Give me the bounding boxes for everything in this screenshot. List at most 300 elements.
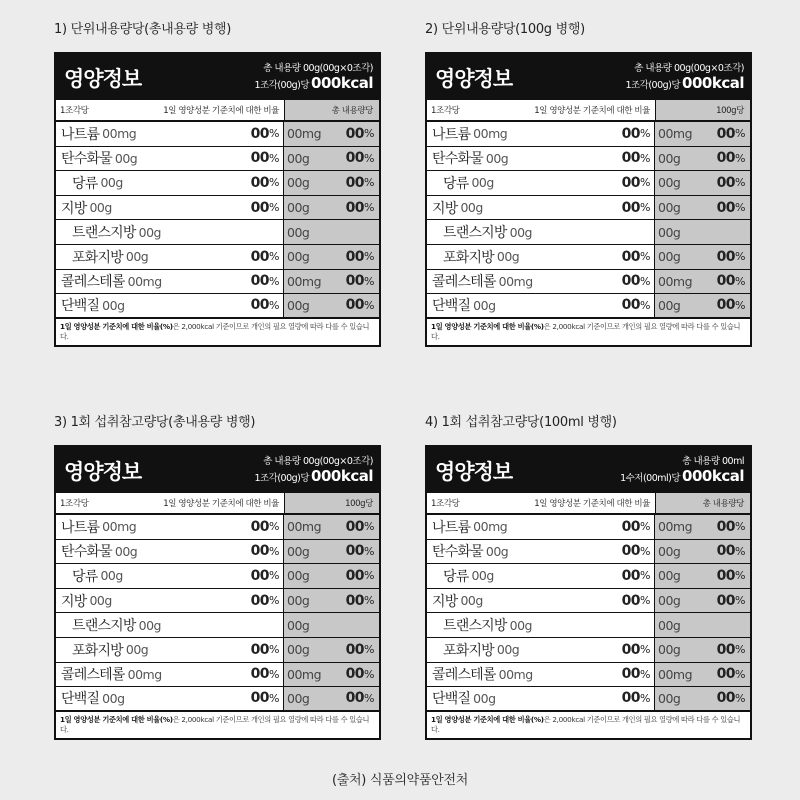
nutrient-name: 탄수화물: [61, 151, 112, 168]
nutrient-name: 단백질: [432, 298, 471, 315]
nutrient-amount: 00g: [100, 568, 123, 584]
nutrient-amount: 00g: [100, 175, 123, 191]
nutrient-row: [427, 687, 750, 712]
label-title: 영양정보: [64, 460, 142, 484]
percent-unit: %: [269, 667, 279, 681]
daily-value-header: 1일 영양성분 기준치에 대한 비율: [163, 106, 279, 116]
reference-amount: 00g: [287, 642, 310, 658]
percent-unit: %: [269, 201, 279, 215]
reference-basis-header: 100g당: [284, 493, 379, 513]
label-subheader: [427, 100, 750, 122]
label-subheader: [427, 493, 750, 515]
nutrient-amount: 00g: [460, 593, 483, 609]
percent-unit: %: [269, 274, 279, 288]
nutrient-row: [56, 515, 379, 540]
label-footnote: [56, 712, 379, 738]
daily-value-percent: 00: [250, 273, 270, 290]
nutrient-name: 당류: [443, 568, 469, 585]
reference-percent: 00: [345, 150, 365, 167]
nutrient-row: [427, 589, 750, 614]
nutrient-row: [427, 220, 750, 245]
nutrient-row: [427, 638, 750, 663]
nutrient-name: 포화지방: [72, 249, 123, 266]
label-subheader: [56, 100, 379, 122]
daily-value-header: 1일 영양성분 기준치에 대한 비율: [163, 499, 279, 509]
percent-unit: %: [640, 594, 650, 608]
reference-percent: 00: [345, 273, 365, 290]
daily-value-percent: 00: [621, 592, 641, 609]
total-content: 총 내용량 00ml: [682, 456, 744, 467]
nutrient-amount: 00mg: [498, 666, 533, 682]
daily-value-percent: 00: [621, 150, 641, 167]
footnote-text: 은 2,000kcal 기준이므로 개인의 필요 열량에 따라 다를 수 있습니다.: [431, 321, 741, 341]
percent-unit: %: [269, 544, 279, 558]
percent-unit: %: [364, 667, 374, 681]
reference-amount: 00mg: [658, 666, 693, 682]
percent-unit: %: [640, 691, 650, 705]
nutrient-name: 당류: [443, 175, 469, 192]
label-header: [56, 447, 379, 493]
reference-amount: 00g: [658, 617, 681, 633]
serving-basis: 1수저(00ml)당: [620, 473, 681, 484]
serving-basis: 1조각(00g)당: [625, 80, 681, 91]
percent-unit: %: [640, 127, 650, 141]
nutrient-name: 나트륨: [61, 126, 100, 143]
percent-unit: %: [364, 298, 374, 312]
reference-percent: 00: [345, 174, 365, 191]
nutrient-amount: 00mg: [473, 126, 508, 142]
label-meta: [254, 62, 373, 93]
percent-unit: %: [640, 520, 650, 534]
nutrient-row: [427, 122, 750, 147]
source-credit: (출처) 식품의약품안전처: [332, 773, 468, 788]
daily-value-percent: 00: [621, 297, 641, 314]
reference-amount: 00g: [287, 543, 310, 559]
nutrient-name: 나트륨: [61, 519, 100, 536]
percent-unit: %: [640, 544, 650, 558]
nutrient-row: [427, 245, 750, 270]
percent-unit: %: [364, 176, 374, 190]
reference-percent: 00: [345, 125, 365, 142]
reference-percent: 00: [345, 641, 365, 658]
reference-percent: 00: [345, 567, 365, 584]
nutrient-name: 지방: [61, 200, 87, 217]
reference-amount: 00g: [287, 150, 310, 166]
nutrient-amount: 00g: [485, 150, 509, 166]
label-title: 영양정보: [435, 460, 513, 484]
reference-percent: 00: [716, 518, 736, 535]
reference-basis-header: 100g당: [655, 100, 750, 120]
percent-unit: %: [269, 691, 279, 705]
percent-unit: %: [364, 127, 374, 141]
reference-amount: 00mg: [658, 273, 693, 289]
label-header: [56, 54, 379, 100]
reference-amount: 00g: [287, 690, 310, 706]
nutrient-row: [56, 147, 379, 172]
label-meta: [625, 62, 744, 93]
nutrient-row: [427, 270, 750, 295]
footnote-bold: 1일 영양성분 기준치에 대한 비율(%): [60, 714, 173, 724]
label-title: 영양정보: [435, 67, 513, 91]
reference-amount: 00g: [287, 617, 310, 633]
nutrient-name: 단백질: [61, 298, 100, 315]
nutrient-amount: 00g: [89, 593, 112, 609]
reference-percent: 00: [716, 641, 736, 658]
nutrient-amount: 00mg: [127, 273, 162, 289]
daily-value-percent: 00: [621, 518, 641, 535]
nutrient-name: 포화지방: [443, 249, 494, 266]
reference-basis-header: 총 내용량당: [284, 100, 379, 120]
nutrient-amount: 00g: [114, 543, 138, 559]
percent-unit: %: [269, 176, 279, 190]
calories-value: 000kcal: [311, 74, 373, 92]
reference-percent: 00: [345, 666, 365, 683]
percent-unit: %: [735, 569, 745, 583]
reference-amount: 00g: [287, 249, 310, 265]
percent-unit: %: [269, 594, 279, 608]
footnote-text: 은 2,000kcal 기준이므로 개인의 필요 열량에 따라 다를 수 있습니다.: [60, 321, 370, 341]
reference-percent: 00: [345, 248, 365, 265]
nutrient-row: [427, 540, 750, 565]
nutrient-amount: 00g: [473, 690, 496, 706]
basis-label: 1조각당: [431, 499, 460, 509]
reference-percent: 00: [345, 690, 365, 707]
nutrient-name: 단백질: [61, 691, 100, 708]
nutrient-amount: 00g: [114, 150, 138, 166]
reference-amount: 00g: [287, 224, 310, 240]
nutrient-name: 콜레스테롤: [61, 667, 125, 684]
daily-value-percent: 00: [250, 174, 270, 191]
calories-value: 000kcal: [682, 467, 744, 485]
reference-basis-header: 총 내용량당: [655, 493, 750, 513]
percent-unit: %: [364, 520, 374, 534]
basis-label: 1조각당: [60, 106, 89, 116]
nutrient-name: 탄수화물: [432, 544, 483, 561]
nutrient-row: [56, 540, 379, 565]
percent-unit: %: [735, 594, 745, 608]
reference-amount: 00mg: [287, 666, 322, 682]
daily-value-percent: 00: [250, 543, 270, 560]
daily-value-percent: 00: [621, 273, 641, 290]
daily-value-percent: 00: [250, 518, 270, 535]
percent-unit: %: [735, 544, 745, 558]
label-header: [427, 447, 750, 493]
nutrient-amount: 00g: [509, 617, 532, 633]
nutrition-panel-4: [425, 413, 752, 740]
percent-unit: %: [364, 691, 374, 705]
nutrient-amount: 00g: [125, 249, 149, 265]
nutrient-name: 당류: [72, 568, 98, 585]
daily-value-percent: 00: [250, 248, 270, 265]
reference-percent: 00: [345, 297, 365, 314]
percent-unit: %: [269, 127, 279, 141]
reference-percent: 00: [345, 543, 365, 560]
reference-amount: 00mg: [658, 126, 693, 142]
footnote-bold: 1일 영양성분 기준치에 대한 비율(%): [60, 321, 173, 331]
nutrient-name: 탄수화물: [432, 151, 483, 168]
reference-amount: 00g: [287, 175, 310, 191]
basis-label: 1조각당: [431, 106, 460, 116]
footnote-text: 은 2,000kcal 기준이므로 개인의 필요 열량에 따라 다를 수 있습니다.: [431, 714, 741, 734]
nutrient-amount: 00g: [138, 224, 161, 240]
nutrient-name: 콜레스테롤: [432, 274, 496, 291]
daily-value-percent: 00: [250, 297, 270, 314]
percent-unit: %: [364, 594, 374, 608]
basis-label: 1조각당: [60, 499, 89, 509]
calories-value: 000kcal: [311, 467, 373, 485]
reference-percent: 00: [716, 273, 736, 290]
percent-unit: %: [269, 151, 279, 165]
reference-percent: 00: [345, 518, 365, 535]
reference-amount: 00g: [658, 224, 681, 240]
reference-amount: 00g: [658, 175, 681, 191]
percent-unit: %: [735, 127, 745, 141]
nutrient-amount: 00mg: [473, 519, 508, 535]
nutrient-row: [427, 564, 750, 589]
nutrient-row: [56, 687, 379, 712]
reference-amount: 00g: [658, 150, 681, 166]
nutrient-row: [56, 564, 379, 589]
daily-value-percent: 00: [621, 641, 641, 658]
nutrition-panel-2: [425, 20, 752, 347]
daily-value-percent: 00: [621, 567, 641, 584]
daily-value-percent: 00: [250, 199, 270, 216]
reference-amount: 00g: [658, 593, 681, 609]
reference-amount: 00mg: [658, 519, 693, 535]
nutrient-row: [56, 663, 379, 688]
daily-value-percent: 00: [250, 641, 270, 658]
panel-caption: 1) 단위내용량당(총내용량 병행): [54, 22, 232, 37]
percent-unit: %: [735, 151, 745, 165]
nutrient-name: 당류: [72, 175, 98, 192]
percent-unit: %: [640, 569, 650, 583]
daily-value-percent: 00: [250, 125, 270, 142]
reference-percent: 00: [716, 592, 736, 609]
percent-unit: %: [640, 151, 650, 165]
nutrient-name: 나트륨: [432, 519, 471, 536]
percent-unit: %: [269, 569, 279, 583]
label-meta: [620, 455, 744, 486]
reference-amount: 00g: [658, 642, 681, 658]
percent-unit: %: [640, 176, 650, 190]
reference-amount: 00g: [658, 568, 681, 584]
nutrition-label: [425, 445, 752, 740]
daily-value-percent: 00: [621, 199, 641, 216]
serving-basis: 1조각(00g)당: [254, 80, 310, 91]
reference-amount: 00g: [287, 568, 310, 584]
nutrient-row: [56, 589, 379, 614]
nutrient-name: 지방: [61, 593, 87, 610]
nutrient-amount: 00g: [509, 224, 532, 240]
daily-value-percent: 00: [621, 543, 641, 560]
daily-value-header: 1일 영양성분 기준치에 대한 비율: [534, 106, 650, 116]
label-header: [427, 54, 750, 100]
reference-percent: 00: [716, 248, 736, 265]
reference-amount: 00g: [658, 249, 681, 265]
nutrition-panel-3: [54, 413, 381, 740]
daily-value-percent: 00: [250, 666, 270, 683]
nutrient-amount: 00g: [102, 297, 125, 313]
nutrient-row: [427, 196, 750, 221]
panel-caption: 3) 1회 섭취참고량당(총내용량 병행): [54, 415, 256, 430]
percent-unit: %: [269, 520, 279, 534]
label-footnote: [427, 319, 750, 345]
percent-unit: %: [640, 643, 650, 657]
nutrient-amount: 00g: [460, 200, 483, 216]
nutrient-amount: 00mg: [102, 126, 137, 142]
nutrient-name: 포화지방: [72, 642, 123, 659]
percent-unit: %: [735, 691, 745, 705]
nutrient-name: 단백질: [432, 691, 471, 708]
nutrient-name: 지방: [432, 200, 458, 217]
nutrient-row: [427, 613, 750, 638]
reference-amount: 00g: [658, 200, 681, 216]
calories-value: 000kcal: [682, 74, 744, 92]
reference-percent: 00: [716, 543, 736, 560]
total-content: 총 내용량 00g(00g×0조각): [263, 63, 373, 74]
nutrient-row: [56, 220, 379, 245]
panel-caption: 4) 1회 섭취참고량당(100ml 병행): [425, 415, 617, 430]
reference-amount: 00g: [287, 297, 310, 313]
nutrient-name: 콜레스테롤: [432, 667, 496, 684]
reference-amount: 00g: [658, 297, 681, 313]
nutrient-amount: 00g: [471, 175, 494, 191]
percent-unit: %: [640, 667, 650, 681]
nutrient-row: [427, 171, 750, 196]
nutrient-name: 트랜스지방: [443, 225, 507, 242]
percent-unit: %: [735, 643, 745, 657]
nutrient-amount: 00g: [471, 568, 494, 584]
percent-unit: %: [364, 544, 374, 558]
daily-value-header: 1일 영양성분 기준치에 대한 비율: [534, 499, 650, 509]
percent-unit: %: [735, 250, 745, 264]
nutrient-row: [427, 515, 750, 540]
nutrient-amount: 00g: [89, 200, 112, 216]
nutrient-amount: 00g: [138, 617, 161, 633]
nutrient-amount: 00mg: [102, 519, 137, 535]
nutrient-row: [427, 663, 750, 688]
percent-unit: %: [269, 643, 279, 657]
daily-value-percent: 00: [621, 666, 641, 683]
label-footnote: [56, 319, 379, 345]
footnote-text: 은 2,000kcal 기준이므로 개인의 필요 열량에 따라 다를 수 있습니다.: [60, 714, 370, 734]
nutrient-row: [56, 638, 379, 663]
nutrient-name: 콜레스테롤: [61, 274, 125, 291]
total-content: 총 내용량 00g(00g×0조각): [263, 456, 373, 467]
daily-value-percent: 00: [250, 690, 270, 707]
percent-unit: %: [640, 298, 650, 312]
label-subheader: [56, 493, 379, 515]
percent-unit: %: [735, 176, 745, 190]
reference-percent: 00: [716, 567, 736, 584]
label-meta: [254, 455, 373, 486]
nutrient-row: [56, 171, 379, 196]
reference-amount: 00mg: [287, 126, 322, 142]
serving-basis: 1조각(00g)당: [254, 473, 310, 484]
nutrient-name: 트랜스지방: [72, 618, 136, 635]
percent-unit: %: [364, 569, 374, 583]
nutrition-panel-1: [54, 20, 381, 347]
nutrient-amount: 00g: [473, 297, 496, 313]
nutrient-row: [427, 294, 750, 319]
daily-value-percent: 00: [621, 174, 641, 191]
nutrient-row: [56, 613, 379, 638]
nutrient-amount: 00g: [102, 690, 125, 706]
daily-value-percent: 00: [250, 150, 270, 167]
total-content: 총 내용량 00g(00g×0조각): [634, 63, 744, 74]
percent-unit: %: [735, 201, 745, 215]
nutrient-row: [427, 147, 750, 172]
nutrition-label: [54, 445, 381, 740]
percent-unit: %: [269, 298, 279, 312]
label-footnote: [427, 712, 750, 738]
nutrient-amount: 00g: [496, 249, 520, 265]
percent-unit: %: [364, 643, 374, 657]
reference-amount: 00g: [658, 543, 681, 559]
reference-percent: 00: [716, 150, 736, 167]
daily-value-percent: 00: [621, 248, 641, 265]
reference-percent: 00: [716, 297, 736, 314]
daily-value-percent: 00: [250, 592, 270, 609]
nutrient-amount: 00mg: [498, 273, 533, 289]
reference-percent: 00: [716, 666, 736, 683]
reference-amount: 00g: [287, 200, 310, 216]
daily-value-percent: 00: [621, 690, 641, 707]
percent-unit: %: [269, 250, 279, 264]
nutrient-name: 트랜스지방: [72, 225, 136, 242]
reference-percent: 00: [345, 199, 365, 216]
percent-unit: %: [735, 667, 745, 681]
nutrient-row: [56, 196, 379, 221]
reference-amount: 00mg: [287, 273, 322, 289]
footnote-bold: 1일 영양성분 기준치에 대한 비율(%): [431, 321, 544, 331]
reference-percent: 00: [716, 199, 736, 216]
nutrient-name: 포화지방: [443, 642, 494, 659]
nutrient-amount: 00g: [485, 543, 509, 559]
daily-value-percent: 00: [621, 125, 641, 142]
reference-percent: 00: [345, 592, 365, 609]
nutrient-row: [56, 122, 379, 147]
footnote-bold: 1일 영양성분 기준치에 대한 비율(%): [431, 714, 544, 724]
nutrient-name: 나트륨: [432, 126, 471, 143]
nutrient-amount: 00mg: [127, 666, 162, 682]
reference-percent: 00: [716, 174, 736, 191]
label-title: 영양정보: [64, 67, 142, 91]
percent-unit: %: [640, 201, 650, 215]
percent-unit: %: [640, 274, 650, 288]
nutrient-amount: 00g: [496, 642, 520, 658]
reference-amount: 00g: [658, 690, 681, 706]
percent-unit: %: [640, 250, 650, 264]
percent-unit: %: [735, 298, 745, 312]
nutrient-amount: 00g: [125, 642, 149, 658]
nutrient-row: [56, 245, 379, 270]
nutrition-label: [54, 52, 381, 347]
percent-unit: %: [364, 201, 374, 215]
nutrition-label: [425, 52, 752, 347]
nutrient-name: 트랜스지방: [443, 618, 507, 635]
nutrient-name: 탄수화물: [61, 544, 112, 561]
percent-unit: %: [364, 151, 374, 165]
percent-unit: %: [735, 520, 745, 534]
percent-unit: %: [364, 274, 374, 288]
reference-percent: 00: [716, 690, 736, 707]
reference-amount: 00g: [287, 593, 310, 609]
reference-amount: 00mg: [287, 519, 322, 535]
panel-caption: 2) 단위내용량당(100g 병행): [425, 22, 585, 37]
reference-percent: 00: [716, 125, 736, 142]
nutrient-row: [56, 294, 379, 319]
